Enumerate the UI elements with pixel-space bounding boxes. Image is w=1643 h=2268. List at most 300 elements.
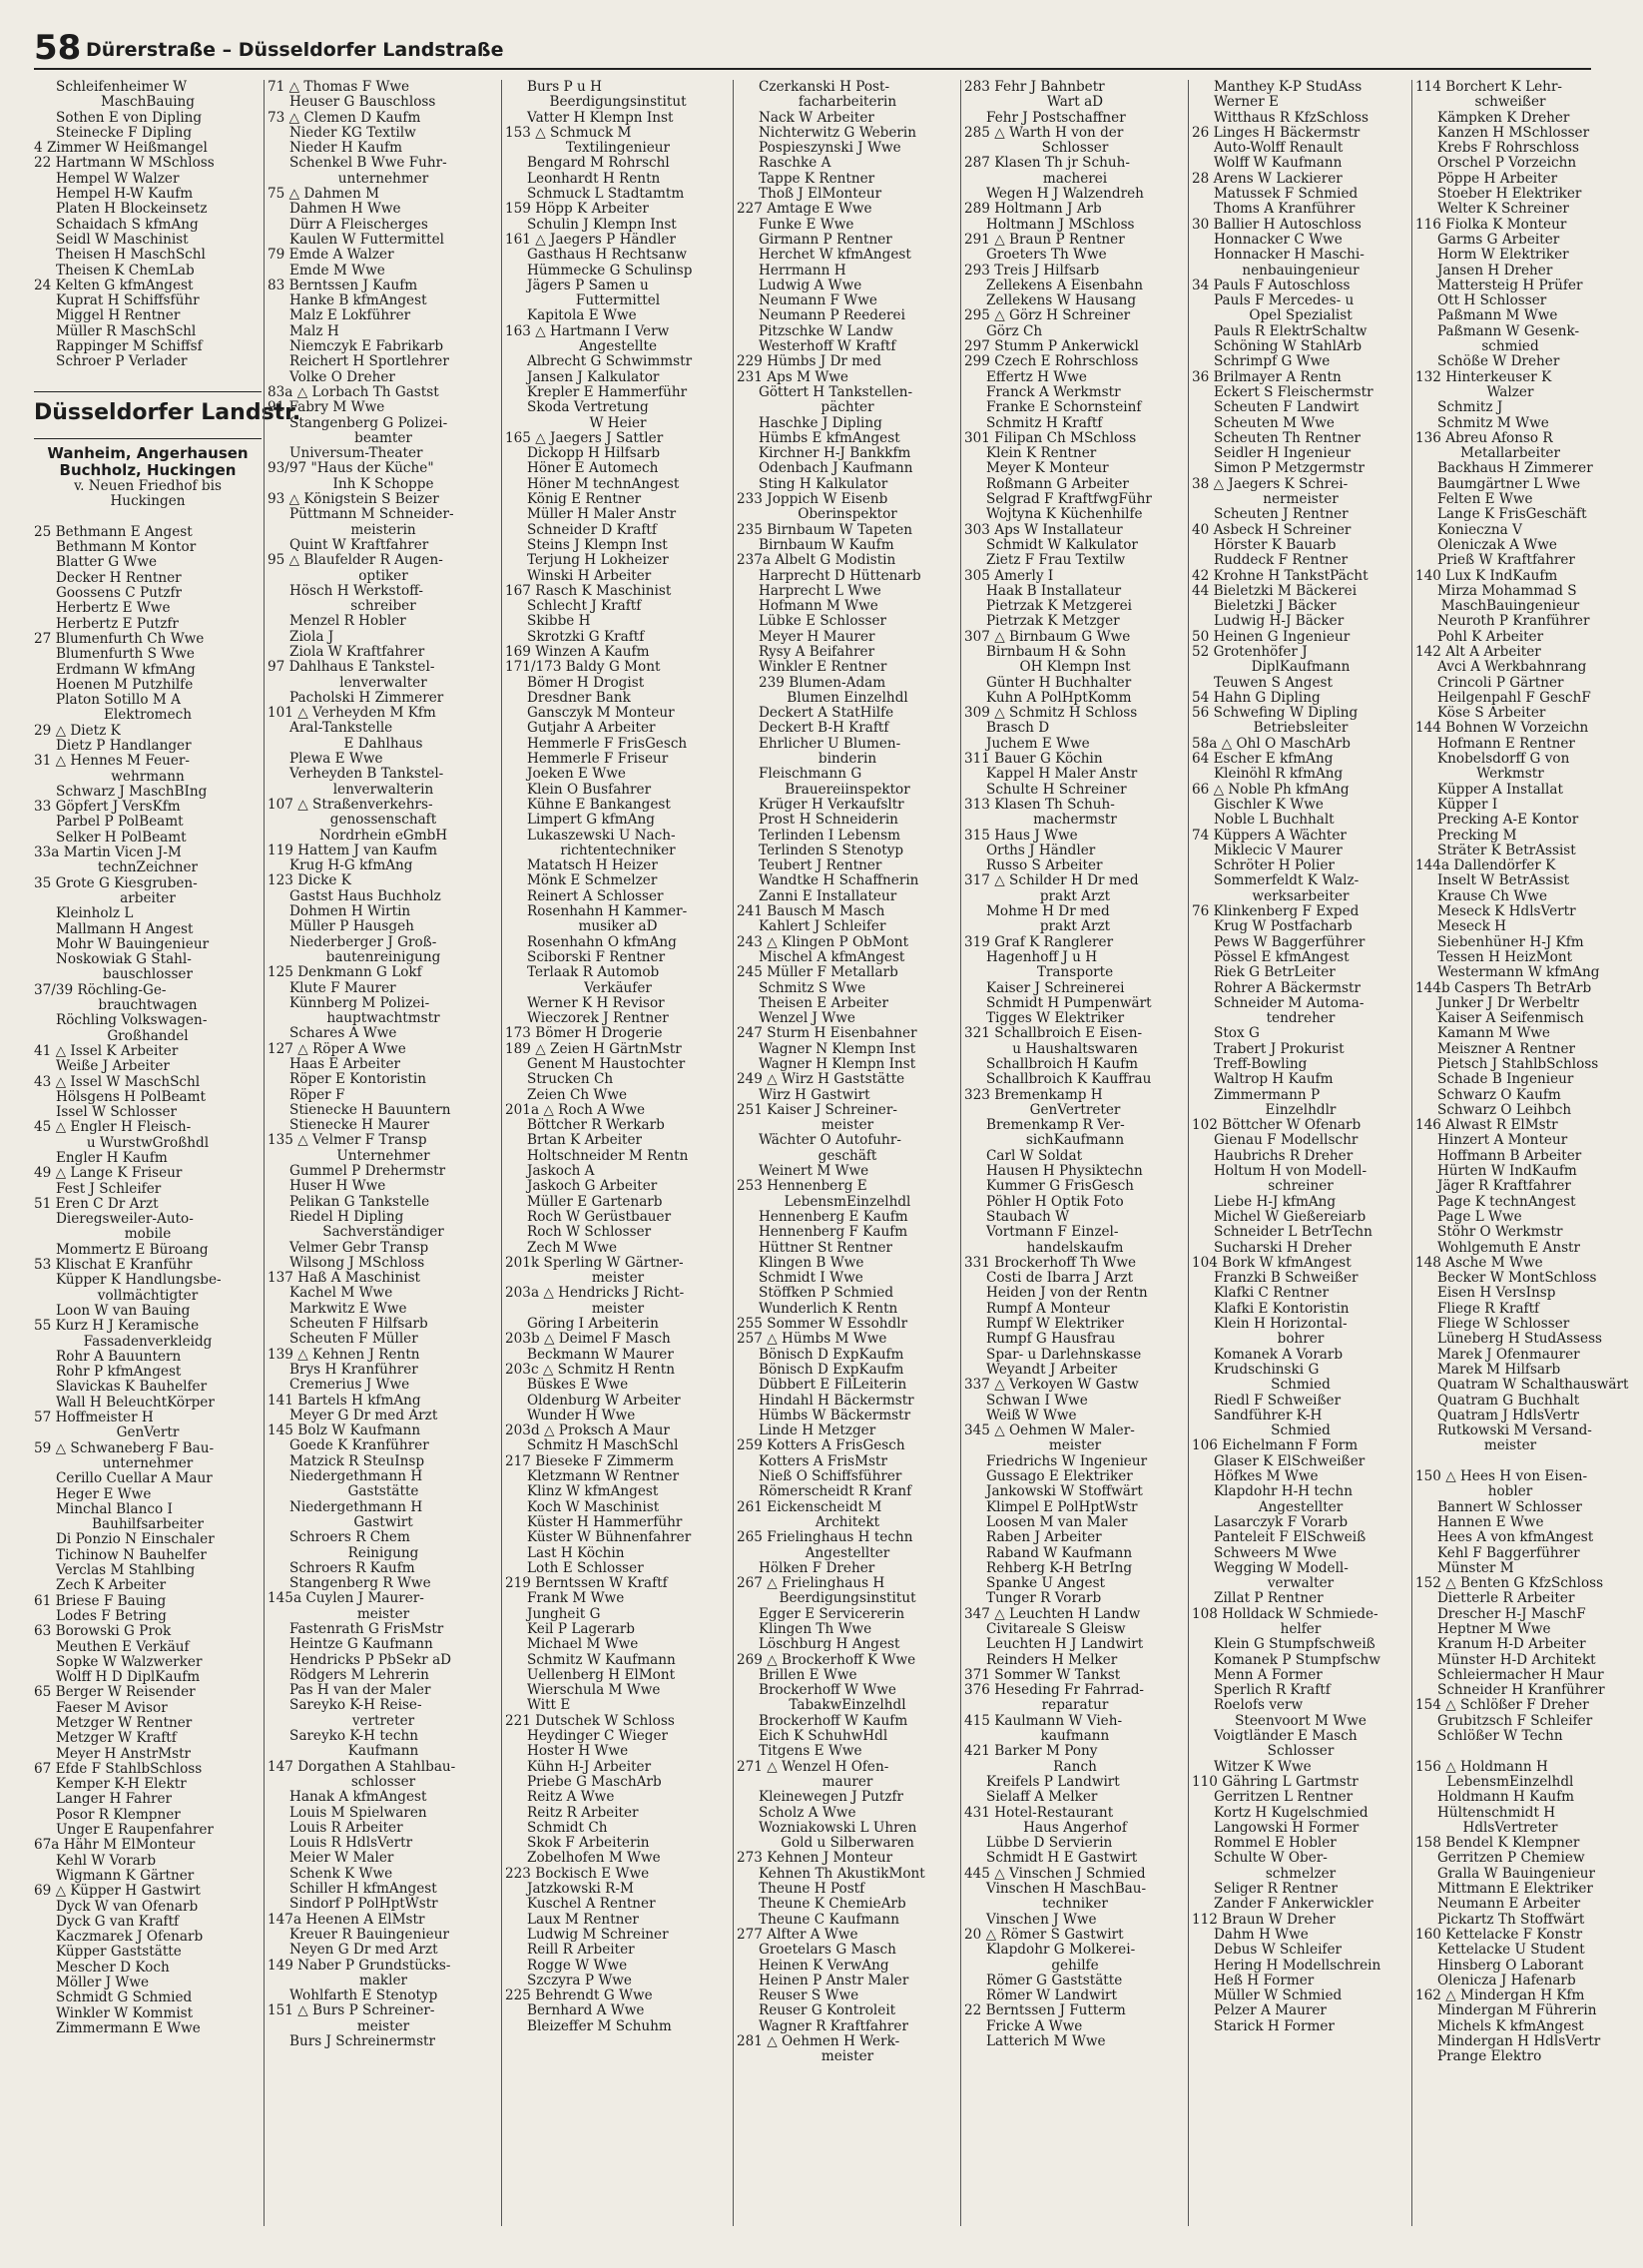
directory-entry: Angestellter bbox=[1258, 1498, 1344, 1515]
directory-entry: Waltrop H Kaufm bbox=[1214, 1071, 1334, 1088]
directory-entry: 101 △ Verheyden M Kfm bbox=[268, 705, 436, 722]
directory-entry: 74 Küppers A Wächter bbox=[1192, 827, 1347, 844]
directory-entry: Klein G Stumpfschweiß bbox=[1214, 1636, 1375, 1653]
directory-entry: 95 △ Blaufelder R Augen- bbox=[268, 552, 443, 569]
directory-entry: Skibbe H bbox=[527, 613, 591, 630]
directory-entry: Opel Spezialist bbox=[1249, 307, 1353, 324]
directory-entry: Roch W Gerüstbauer bbox=[527, 1208, 672, 1225]
directory-entry: Cremerius J Wwe bbox=[289, 1377, 410, 1394]
directory-entry: Prieß W Kraftfahrer bbox=[1437, 552, 1575, 569]
directory-entry: Roelofs verw bbox=[1214, 1697, 1304, 1714]
directory-entry: Kaczmarek J Ofenarb bbox=[56, 1929, 204, 1946]
directory-entry: Kotters A FrisMstr bbox=[759, 1452, 887, 1469]
directory-entry: TabakwEinzelhdl bbox=[789, 1697, 906, 1714]
page-header bbox=[34, 28, 1591, 70]
directory-entry: Meyer H AnstrMstr bbox=[56, 1745, 192, 1762]
directory-entry: Linde H Metzger bbox=[759, 1422, 876, 1439]
directory-entry: Müller E Gartenarb bbox=[527, 1193, 663, 1210]
directory-entry: Platen H Blockeinsetz bbox=[56, 201, 208, 218]
directory-entry: Schlößer W Techn bbox=[1437, 1728, 1563, 1745]
directory-entry: Küpper Gaststätte bbox=[56, 1944, 182, 1961]
directory-entry: Titgens E Wwe bbox=[759, 1743, 862, 1760]
directory-entry: Erdmann W kfmAng bbox=[56, 661, 196, 678]
directory-entry: 223 Bockisch E Wwe bbox=[505, 1865, 650, 1882]
directory-entry: Oleniczak A Wwe bbox=[1437, 536, 1557, 553]
directory-entry: lenverwalter bbox=[339, 674, 427, 691]
directory-entry: Klingen Th Wwe bbox=[759, 1620, 872, 1637]
directory-entry: Vortmann F Einzel- bbox=[986, 1224, 1119, 1241]
directory-entry: Pelzer A Maurer bbox=[1214, 2002, 1327, 2019]
page-title: Dürerstraße – Düsseldorfer Landstraße bbox=[86, 39, 504, 61]
directory-entry: Wojtyna K Küchenhilfe bbox=[986, 506, 1143, 523]
directory-entry: Minchal Blanco I bbox=[56, 1500, 173, 1517]
directory-entry: 135 △ Velmer F Transp bbox=[268, 1132, 427, 1149]
directory-entry: Selgrad F KraftfwgFühr bbox=[986, 491, 1152, 508]
directory-entry: vollmächtigter bbox=[97, 1287, 199, 1304]
directory-entry: Wirz H Gastwirt bbox=[759, 1086, 870, 1103]
directory-entry: Weyandt J Arbeiter bbox=[986, 1361, 1118, 1378]
directory-entry: 163 △ Hartmann I Verw bbox=[505, 322, 670, 339]
directory-entry: 231 Aps M Wwe bbox=[737, 368, 848, 385]
directory-entry: Witthaus R KfzSchloss bbox=[1214, 109, 1369, 126]
directory-entry: Zellekens A Eisenbahn bbox=[986, 277, 1144, 293]
directory-entry: 4 Zimmer W Heißmangel bbox=[34, 140, 208, 157]
directory-entry: Dyck G van Kraftf bbox=[56, 1913, 180, 1930]
directory-entry: Effertz H Wwe bbox=[986, 368, 1087, 385]
directory-entry: tendreher bbox=[1266, 1010, 1336, 1027]
directory-entry: Schulte W Ober- bbox=[1214, 1850, 1328, 1867]
directory-entry: Rappinger M Schiffsf bbox=[56, 338, 203, 355]
directory-entry: Zellekens W Hausang bbox=[986, 292, 1137, 309]
directory-entry: Szczyra P Wwe bbox=[527, 1972, 632, 1988]
directory-entry: Kletzmann W Rentner bbox=[527, 1468, 680, 1485]
directory-entry: 160 Kettelacke F Konstr bbox=[1415, 1926, 1583, 1943]
directory-entry: Röper F bbox=[289, 1086, 345, 1103]
directory-entry: Klein K Rentner bbox=[986, 445, 1097, 462]
directory-entry: Meyer K Monteur bbox=[986, 460, 1109, 477]
directory-entry: Krebs F Rohrschloss bbox=[1437, 140, 1579, 157]
directory-entry: Wilsong J MSchloss bbox=[289, 1254, 425, 1271]
directory-entry: Frank M Wwe bbox=[527, 1590, 625, 1607]
directory-entry: kaufmann bbox=[1040, 1728, 1110, 1745]
directory-entry: Winkler E Rentner bbox=[759, 659, 887, 676]
directory-entry: Dietz P Handlanger bbox=[56, 737, 192, 754]
directory-entry: Kaiser J Schreinerei bbox=[986, 979, 1125, 996]
directory-entry: Ziola J bbox=[289, 628, 334, 645]
directory-entry: Last H Köchin bbox=[527, 1544, 625, 1561]
directory-entry: 55 Kurz H J Keramische bbox=[34, 1318, 200, 1335]
directory-entry: 317 △ Schilder H Dr med bbox=[964, 872, 1139, 889]
spacer bbox=[34, 370, 262, 385]
directory-entry: Orschel P Vorzeichn bbox=[1437, 155, 1577, 172]
directory-entry: 201a △ Roch A Wwe bbox=[505, 1101, 646, 1118]
directory-entry: Steenvoort M Wwe bbox=[1235, 1712, 1367, 1729]
directory-entry: Bauhilfsarbeiter bbox=[91, 1516, 204, 1533]
directory-entry: Schlecht J Kraftf bbox=[527, 598, 642, 615]
directory-entry: Konieczna V bbox=[1437, 521, 1522, 538]
directory-entry: Niemczyk E Fabrikarb bbox=[289, 338, 444, 355]
directory-entry: verwalter bbox=[1267, 1575, 1335, 1592]
directory-entry: Emde M Wwe bbox=[289, 262, 385, 279]
directory-entry: Kleinewegen J Putzfr bbox=[759, 1789, 904, 1806]
directory-entry: 249 △ Wirz H Gaststätte bbox=[737, 1071, 905, 1088]
directory-column-2 bbox=[268, 80, 499, 2226]
section-rule bbox=[34, 385, 262, 392]
directory-entry: Müller P Hausgeh bbox=[289, 918, 414, 935]
directory-entry: Eckert S Fleischermstr bbox=[1214, 383, 1373, 400]
directory-entry: Kappel H Maler Anstr bbox=[986, 766, 1138, 783]
directory-entry: Dohmen H Wirtin bbox=[289, 903, 411, 920]
directory-entry: Franke E Schornsteinf bbox=[986, 399, 1142, 416]
directory-entry: Pickartz Th Stoffwärt bbox=[1437, 1911, 1585, 1928]
directory-entry: Beckmann W Maurer bbox=[527, 1346, 674, 1363]
directory-entry: Theune K ChemieArb bbox=[759, 1896, 906, 1913]
directory-entry: Futtermittel bbox=[575, 292, 661, 309]
directory-entry: 104 Bork W kfmAngest bbox=[1192, 1254, 1352, 1271]
directory-entry: Göttert H Tankstellen- bbox=[759, 383, 913, 400]
directory-entry: 140 Lux K IndKaufm bbox=[1415, 567, 1558, 584]
directory-entry: Knobelsdorff G von bbox=[1437, 751, 1570, 768]
directory-entry: 203c △ Schmitz H Rentn bbox=[505, 1361, 675, 1378]
directory-entry: makler bbox=[358, 1972, 408, 1988]
directory-entry: 123 Dicke K bbox=[268, 872, 351, 889]
directory-entry: Klein O Busfahrer bbox=[527, 781, 652, 798]
directory-entry: 20 △ Römer S Gastwirt bbox=[964, 1926, 1124, 1943]
directory-entry: Hinsberg O Laborant bbox=[1437, 1957, 1584, 1974]
directory-entry: Kaiser A Seifenmisch bbox=[1437, 1010, 1584, 1027]
directory-entry: Roch W Schlosser bbox=[527, 1224, 652, 1241]
directory-entry: Liebe H-J kfmAng bbox=[1214, 1193, 1337, 1210]
directory-entry: Debus W Schleifer bbox=[1214, 1942, 1342, 1959]
directory-entry: Klapdohr H-H techn bbox=[1214, 1483, 1354, 1500]
directory-entry: 127 △ Röper A Wwe bbox=[268, 1040, 406, 1057]
directory-entry: Hoffmann B Arbeiter bbox=[1437, 1147, 1582, 1164]
directory-entry: schweißer bbox=[1474, 94, 1546, 111]
directory-entry: Blumenfurth S Wwe bbox=[56, 646, 195, 663]
directory-entry: 261 Eickenscheidt M bbox=[737, 1498, 882, 1515]
directory-entry: Schmitz H Kraftf bbox=[986, 414, 1103, 431]
directory-entry: Heptner M Wwe bbox=[1437, 1620, 1551, 1637]
directory-entry: 125 Denkmann G Lokf bbox=[268, 964, 422, 981]
directory-entry: Huser H Wwe bbox=[289, 1178, 386, 1195]
directory-entry: Wall H BeleuchtKörper bbox=[56, 1394, 215, 1411]
directory-entry: Mischel A kfmAngest bbox=[759, 948, 905, 965]
directory-entry: Quatram J HdlsVertr bbox=[1437, 1407, 1580, 1423]
directory-entry: Bleizeffer M Schuhm bbox=[527, 2017, 672, 2034]
directory-entry: Ranch bbox=[1053, 1758, 1097, 1775]
directory-entry: 267 △ Frielinghaus H bbox=[737, 1575, 885, 1592]
directory-entry: Wandtke H Schaffnerin bbox=[759, 872, 919, 889]
directory-entry: Höner M technAngest bbox=[527, 475, 680, 492]
directory-entry: Scholz A Wwe bbox=[759, 1804, 856, 1821]
directory-entry: 201k Sperling W Gärtner- bbox=[505, 1254, 684, 1271]
directory-entry: Hinzert A Monteur bbox=[1437, 1132, 1568, 1149]
directory-entry: Sommerfeldt K Walz- bbox=[1214, 872, 1360, 889]
directory-entry: Betriebsleiter bbox=[1253, 720, 1349, 737]
directory-entry: 136 Abreu Afonso R bbox=[1415, 429, 1553, 446]
directory-entry: Werkmstr bbox=[1476, 766, 1544, 783]
directory-entry: Dietterle R Arbeiter bbox=[1437, 1590, 1575, 1607]
directory-entry: Architekt bbox=[815, 1513, 880, 1530]
directory-entry: Louis R Arbeiter bbox=[289, 1819, 403, 1836]
directory-entry: Rohr P kfmAngest bbox=[56, 1364, 182, 1381]
directory-entry: Albrecht G Schwimmstr bbox=[527, 353, 693, 370]
directory-entry: Brockerhoff W Wwe bbox=[759, 1682, 896, 1699]
directory-entry: Orths J Händler bbox=[986, 842, 1096, 858]
directory-entry: 83a △ Lorbach Th Gastst bbox=[268, 383, 439, 400]
directory-entry: Neumann F Wwe bbox=[759, 292, 877, 309]
directory-entry: Lübke E Schlosser bbox=[759, 613, 887, 630]
directory-entry: Metzger W Rentner bbox=[56, 1714, 193, 1731]
directory-entry: Pospieszynski J Wwe bbox=[759, 140, 901, 157]
directory-entry: Holtschneider M Rentn bbox=[527, 1147, 689, 1164]
directory-entry: Wohlfarth E Stenotyp bbox=[289, 1987, 438, 2004]
directory-entry: Scheuten F Müller bbox=[289, 1331, 418, 1348]
directory-entry: Sucharski H Dreher bbox=[1214, 1239, 1352, 1256]
directory-entry: Bannert W Schlosser bbox=[1437, 1498, 1582, 1515]
section-title: Düsseldorfer Landstr. bbox=[34, 399, 301, 425]
directory-entry: Heilgenpahl F GeschF bbox=[1437, 689, 1591, 706]
directory-entry: Herbertz E Wwe bbox=[56, 600, 171, 617]
directory-entry: Hoenen M Putzhilfe bbox=[56, 676, 194, 693]
directory-entry: Verkäufer bbox=[584, 979, 652, 996]
directory-entry: W Heier bbox=[589, 414, 647, 431]
directory-entry: Jansen J Kalkulator bbox=[527, 368, 660, 385]
directory-entry: Sciborski F Rentner bbox=[527, 948, 666, 965]
directory-entry: Bernhard A Wwe bbox=[527, 2002, 645, 2019]
directory-entry: Cerillo Cuellar A Maur bbox=[56, 1470, 213, 1487]
directory-entry: Westermann W kfmAng bbox=[1437, 964, 1600, 981]
directory-entry: Kehl F Baggerführer bbox=[1437, 1544, 1580, 1561]
directory-entry: meisterin bbox=[350, 521, 416, 538]
directory-entry: Kehl W Vorarb bbox=[56, 1852, 157, 1869]
directory-entry: Schöning W StahlArb bbox=[1214, 338, 1363, 355]
directory-entry: Zander F Ankerwickler bbox=[1214, 1896, 1373, 1913]
directory-entry: Schmitz H MaschSchl bbox=[527, 1437, 679, 1454]
directory-entry: 431 Hotel-Restaurant bbox=[964, 1804, 1114, 1821]
directory-entry: Ruddeck F Rentner bbox=[1214, 552, 1349, 569]
directory-entry: Lübbe D Servierin bbox=[986, 1835, 1113, 1852]
directory-entry: Rommel E Hobler bbox=[1214, 1835, 1337, 1852]
directory-entry: Mirza Mohammad S bbox=[1437, 582, 1577, 599]
directory-entry: Loth E Schlosser bbox=[527, 1559, 644, 1576]
directory-entry: 269 △ Brockerhoff K Wwe bbox=[737, 1651, 916, 1668]
directory-column-6 bbox=[1192, 80, 1409, 2226]
directory-entry: Klapdohr G Molkerei- bbox=[986, 1942, 1136, 1959]
directory-entry: Kranum H-D Arbeiter bbox=[1437, 1636, 1586, 1653]
directory-entry: Schiller H kfmAngest bbox=[289, 1881, 437, 1898]
directory-entry: Schmidt Ch bbox=[527, 1819, 608, 1836]
directory-entry: König E Rentner bbox=[527, 491, 642, 508]
directory-entry: Garms G Arbeiter bbox=[1437, 231, 1560, 248]
directory-entry: Scheuten Th Rentner bbox=[1214, 429, 1362, 446]
directory-entry: Küpper A Installat bbox=[1437, 781, 1563, 798]
directory-entry: 44 Bieletzki M Bäckerei bbox=[1192, 582, 1358, 599]
directory-entry: Pelikan G Tankstelle bbox=[289, 1193, 430, 1210]
directory-entry: Transporte bbox=[1036, 964, 1114, 981]
directory-column-7 bbox=[1415, 79, 1629, 2226]
directory-entry: Stangenberg R Wwe bbox=[289, 1575, 431, 1592]
directory-entry: Jansen H Dreher bbox=[1437, 262, 1553, 279]
directory-entry: 311 Bauer G Köchin bbox=[964, 751, 1103, 768]
directory-entry: Sothen E von Dipling bbox=[56, 109, 203, 126]
directory-entry: Dürr A Fleischerges bbox=[289, 216, 428, 233]
directory-entry: Nieder H Kaufm bbox=[289, 140, 402, 157]
directory-entry: Schroer P Verlader bbox=[56, 353, 188, 370]
directory-entry: Wagner N Klempn Inst bbox=[759, 1040, 916, 1057]
directory-entry: Leonhardt H Rentn bbox=[527, 170, 661, 187]
directory-entry: 50 Heinen G Ingenieur bbox=[1192, 628, 1351, 645]
directory-entry: Theisen E Arbeiter bbox=[759, 994, 888, 1011]
directory-entry: Limpert G kfmAng bbox=[527, 812, 655, 829]
directory-entry: 34 Pauls F Autoschloss bbox=[1192, 277, 1351, 293]
directory-entry: 371 Sommer W Tankst bbox=[964, 1666, 1121, 1683]
directory-entry: Skrotzki G Kraftf bbox=[527, 628, 645, 645]
directory-entry: Neyen G Dr med Arzt bbox=[289, 1942, 438, 1959]
directory-entry: Hindahl H Bäckermstr bbox=[759, 1392, 914, 1409]
directory-entry: 257 △ Hümbs M Wwe bbox=[737, 1331, 887, 1348]
directory-entry: 147a Heenen A ElMstr bbox=[268, 1911, 425, 1928]
directory-entry: 217 Bieseke F Zimmerm bbox=[505, 1452, 675, 1469]
directory-entry: MaschBauing bbox=[100, 94, 196, 111]
directory-entry: Kummer G FrisGesch bbox=[986, 1178, 1134, 1195]
directory-entry: Jankowski W Stoffwärt bbox=[986, 1483, 1143, 1500]
directory-entry: Fassadenverkleidg bbox=[83, 1333, 213, 1350]
directory-entry: Nieß O Schiffsführer bbox=[759, 1468, 902, 1485]
directory-entry: Schröter H Polier bbox=[1214, 857, 1335, 874]
directory-entry: 106 Eichelmann F Form bbox=[1192, 1437, 1359, 1454]
directory-entry: Harprecht L Wwe bbox=[759, 582, 881, 599]
directory-entry: Bömer H Drogist bbox=[527, 674, 645, 691]
directory-entry: 161 △ Jaegers P Händler bbox=[505, 231, 676, 248]
directory-entry: Pietrzak K Metzgerei bbox=[986, 598, 1133, 615]
directory-entry: Marek M Hilfsarb bbox=[1437, 1361, 1561, 1378]
directory-entry: Inselt W BetrAssist bbox=[1437, 872, 1570, 889]
directory-entry: Winski H Arbeiter bbox=[527, 567, 652, 584]
directory-entry: Zanni E Installateur bbox=[759, 887, 897, 904]
directory-entry: Rosenhahn H Kammer- bbox=[527, 903, 688, 920]
directory-entry: Crincoli P Gärtner bbox=[1437, 674, 1564, 691]
directory-entry: Sareyko K-H techn bbox=[289, 1728, 418, 1745]
directory-entry: Teubert J Rentner bbox=[759, 857, 882, 874]
directory-entry: 259 Kotters A FrisGesch bbox=[737, 1437, 905, 1454]
directory-entry: 144a Dallendörfer K bbox=[1415, 857, 1556, 874]
directory-entry: Rumpf G Hausfrau bbox=[986, 1331, 1116, 1348]
directory-entry: meister bbox=[1483, 1437, 1537, 1454]
directory-entry: wehrmann bbox=[111, 768, 185, 785]
directory-entry: Witt E bbox=[527, 1697, 571, 1714]
directory-entry: Schmitz M Wwe bbox=[1437, 414, 1549, 431]
directory-entry: 241 Bausch M Masch bbox=[737, 903, 885, 920]
directory-entry: Krug H-G kfmAng bbox=[289, 857, 413, 874]
directory-entry: Zimmermann E Wwe bbox=[56, 2019, 201, 2036]
directory-entry: Huckingen bbox=[110, 493, 186, 510]
directory-entry: Volke O Dreher bbox=[289, 368, 395, 385]
directory-entry: Kaufmann bbox=[347, 1743, 419, 1760]
directory-entry: schmelzer bbox=[1265, 1865, 1337, 1882]
directory-entry: E Dahlhaus bbox=[343, 735, 423, 752]
directory-entry: Noskowiak G Stahl- bbox=[56, 951, 192, 968]
directory-entry: Staubach W bbox=[986, 1208, 1070, 1225]
directory-entry: Meiszner A Rentner bbox=[1437, 1040, 1576, 1057]
directory-entry: Wenzel J Wwe bbox=[759, 1010, 855, 1027]
directory-entry: u Haushaltswaren bbox=[1012, 1040, 1138, 1057]
directory-entry: Matatsch H Heizer bbox=[527, 857, 658, 874]
directory-entry: 347 △ Leuchten H Landw bbox=[964, 1605, 1141, 1622]
directory-entry: Welter K Schreiner bbox=[1437, 201, 1569, 218]
directory-entry: Prost H Schneiderin bbox=[759, 812, 898, 829]
directory-entry: beamter bbox=[354, 429, 412, 446]
directory-entry: Russo S Arbeiter bbox=[986, 857, 1103, 874]
directory-entry: Miklecic V Maurer bbox=[1214, 842, 1343, 858]
directory-entry: Werner E bbox=[1214, 94, 1279, 111]
directory-entry: Platon Sotillo M A bbox=[56, 692, 181, 709]
directory-entry: 247 Sturm H Eisenbahner bbox=[737, 1025, 917, 1042]
directory-entry: 376 Heseding Fr Fahrrad- bbox=[964, 1682, 1145, 1699]
directory-entry: unternehmer bbox=[337, 170, 429, 187]
directory-entry: Nichterwitz G Weberin bbox=[759, 124, 916, 141]
directory-entry: Goossens C Putzfr bbox=[56, 585, 183, 602]
directory-entry: Hörster K Bauarb bbox=[1214, 536, 1337, 553]
directory-entry: Hümbs W Bäckermstr bbox=[759, 1407, 911, 1423]
directory-entry: Gischler K Wwe bbox=[1214, 796, 1324, 813]
directory-entry: Faeser M Avisor bbox=[56, 1699, 168, 1716]
directory-entry: Theune C Kaufmann bbox=[759, 1911, 900, 1928]
directory-entry: 52 Grotenhöfer J bbox=[1192, 643, 1308, 660]
directory-entry: Möller J Wwe bbox=[56, 1975, 150, 1991]
directory-entry: prakt Arzt bbox=[1039, 887, 1111, 904]
directory-entry: Siebenhüner H-J Kfm bbox=[1437, 933, 1584, 950]
directory-entry: Beerdigungsinstitut bbox=[549, 94, 687, 111]
directory-entry: Odenbach J Kaufmann bbox=[759, 460, 913, 477]
directory-entry: Klute F Maurer bbox=[289, 979, 396, 996]
directory-entry: Meseck H bbox=[1437, 918, 1507, 935]
directory-entry: Angestellter bbox=[805, 1544, 890, 1561]
directory-entry: 93/97 "Haus der Küche" bbox=[268, 460, 434, 477]
directory-entry: Lüneberg H StudAssess bbox=[1437, 1331, 1603, 1348]
directory-entry: Parbel P PolBeamt bbox=[56, 814, 184, 831]
directory-entry: Böttcher R Werkarb bbox=[527, 1117, 665, 1134]
directory-entry: Groeters Th Wwe bbox=[986, 247, 1107, 264]
directory-entry: Schneider L BetrTechn bbox=[1214, 1224, 1372, 1241]
directory-entry: handelskaufm bbox=[1026, 1239, 1124, 1256]
directory-entry: Marek J Ofenmaurer bbox=[1437, 1346, 1580, 1363]
directory-entry: richtentechniker bbox=[560, 842, 676, 858]
directory-entry: brauchtwagen bbox=[98, 997, 198, 1014]
directory-entry: Püttmann M Schneider- bbox=[289, 506, 454, 523]
directory-entry: Kehnen Th AkustikMont bbox=[759, 1865, 925, 1882]
directory-entry: Seidl W Maschinist bbox=[56, 231, 189, 248]
directory-entry: Teuwen S Angest bbox=[1214, 674, 1333, 691]
directory-entry: 281 △ Oehmen H Werk- bbox=[737, 2033, 900, 2049]
directory-entry: Raben J Arbeiter bbox=[986, 1529, 1102, 1546]
directory-entry: sichKaufmann bbox=[1025, 1132, 1125, 1149]
directory-entry: Tichinow N Bauhelfer bbox=[56, 1546, 207, 1563]
directory-entry: Hendricks P PbSekr aD bbox=[289, 1651, 452, 1668]
directory-entry: Verheyden B Tankstel- bbox=[289, 766, 444, 783]
directory-entry: 167 Rasch K Maschinist bbox=[505, 582, 672, 599]
directory-entry: lenverwalterin bbox=[332, 781, 434, 798]
directory-entry: bohrer bbox=[1277, 1331, 1325, 1348]
directory-entry: 29 △ Dietz K bbox=[34, 722, 121, 739]
directory-entry: Roßmann G Arbeiter bbox=[986, 475, 1129, 492]
directory-entry: 287 Klasen Th jr Schuh- bbox=[964, 155, 1130, 172]
page-number: 58 bbox=[34, 28, 82, 68]
directory-entry: Dahmen H Wwe bbox=[289, 201, 401, 218]
directory-entry: meister bbox=[821, 1117, 874, 1134]
directory-entry: Höfkes M Wwe bbox=[1214, 1468, 1319, 1485]
spacer bbox=[34, 510, 262, 525]
